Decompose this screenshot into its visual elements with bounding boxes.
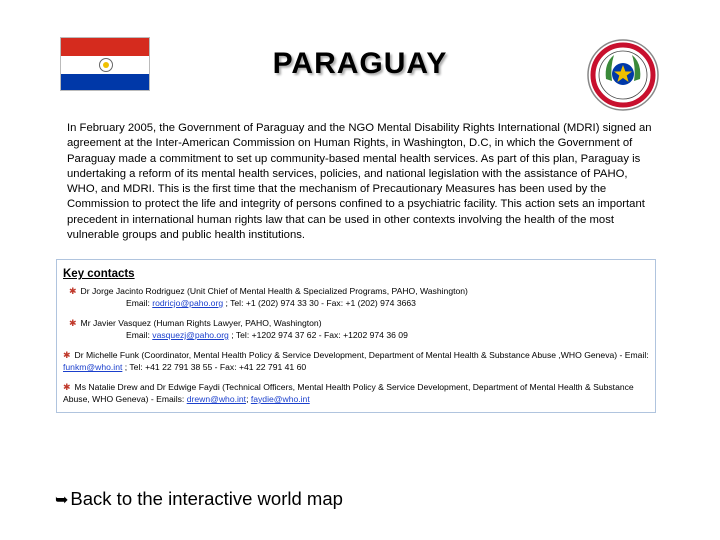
intro-paragraph: In February 2005, the Government of Paraguay and the NGO Mental Disability Rights International (MDRI) signed an agreement at the Inter-American Commission on Human Rights, in Washington, D.C, in which the Government of Paraguay made a commitment to set up community-based mental health services. As part of this plan, Paraguay is undertaking a reform of its mental health services, policies, and national legislation with the assistance of PAHO, WHO, and MDRI. This is the first time that the mechanism of Precautionary Measures has been used by the Commission to protect the life and integrity of persons confined to a psychiatric facility. This action sets an important precedent in international human rights law that can be used in other contexts involving the health of the most vulnerable groups and public health institutions. <box>67 122 652 242</box>
paraguay-seal-icon <box>584 37 662 113</box>
key-contacts-heading: Key contacts <box>63 268 135 280</box>
contact-item <box>63 317 649 341</box>
back-to-world-map-link[interactable] <box>55 488 343 510</box>
back-link-label: Back to the interactive world map <box>70 488 343 509</box>
contact-name: Mr Javier Vasquez (Human Rights Lawyer, PAHO, Washington) <box>80 318 322 328</box>
contact-phone: ; Tel: +1 (202) 974 33 30 - Fax: +1 (202) 974 3663 <box>223 298 416 308</box>
bullet-icon: ✱ <box>69 318 77 328</box>
contact-name: Dr Jorge Jacinto Rodriguez (Unit Chief of Mental Health & Specialized Programs, PAHO, Washington) <box>80 286 468 296</box>
email-link[interactable]: rodricjo@paho.org <box>152 298 224 308</box>
page-title: PARAGUAY <box>272 47 448 80</box>
bullet-icon: ✱ <box>69 286 77 296</box>
bullet-icon: ✱ <box>63 350 71 360</box>
email-link[interactable]: faydie@who.int <box>250 394 310 404</box>
flag-stripe-red <box>61 38 149 56</box>
email-link[interactable]: vasquezj@paho.org <box>152 330 229 340</box>
email-link[interactable]: drewn@who.int <box>186 394 247 404</box>
email-link[interactable]: funkm@who.int <box>63 362 123 372</box>
flag-stripe-blue <box>61 74 149 91</box>
contact-item <box>63 349 649 373</box>
flag-emblem-icon <box>99 58 113 72</box>
contact-text: Dr Michelle Funk (Coordinator, Mental Health Policy & Service Development, Department of Mental Health & Substance Abuse ,WHO Geneva) - Email: <box>74 350 649 360</box>
arrow-right-icon: ➥ <box>55 492 69 509</box>
email-label: Email: <box>126 298 153 308</box>
key-contacts-box <box>56 259 656 413</box>
contact-item <box>63 381 649 405</box>
contact-phone: ; Tel: +41 22 791 38 55 - Fax: +41 22 791 41 60 <box>122 362 307 372</box>
contact-item <box>63 285 649 309</box>
email-label: Email: <box>126 330 153 340</box>
email-separator: ; <box>246 394 251 404</box>
bullet-icon: ✱ <box>63 382 71 392</box>
contact-text: Ms Natalie Drew and Dr Edwige Faydi (Technical Officers, Mental Health Policy & Service Development, Department of Mental Health & Substance Abuse, WHO Geneva) - Emails: <box>63 382 634 404</box>
contact-phone: ; Tel: +1202 974 37 62 - Fax: +1202 974 36 09 <box>228 330 408 340</box>
paraguay-flag <box>60 37 150 91</box>
